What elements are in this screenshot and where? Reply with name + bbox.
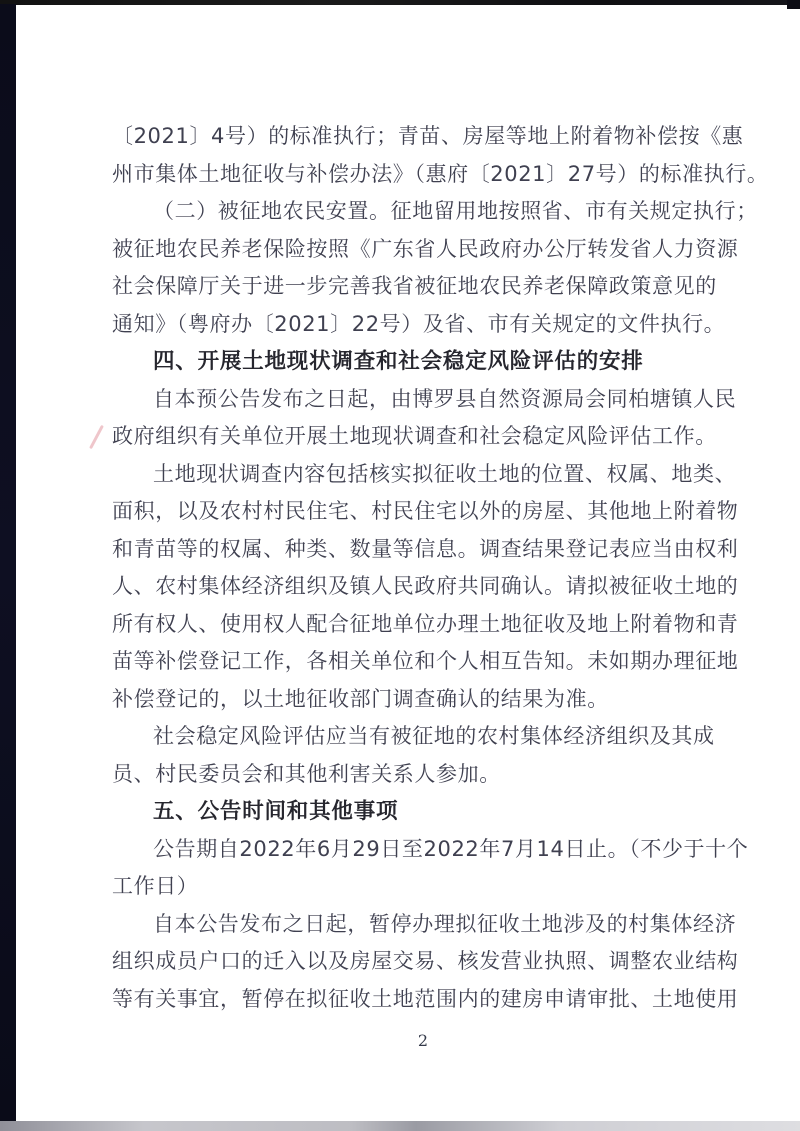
text-line: （二）被征地农民安置。征地留用地按照省、市有关规定执行；: [153, 199, 758, 223]
text-line: 和青苗等的权属、种类、数量等信息。调查结果登记表应当由权利: [112, 536, 739, 561]
text-line: 社会保障厅关于进一步完善我省被征地农民养老保障政策意见的: [112, 274, 717, 298]
text-line: 面积，以及农村村民住宅、村民住宅以外的房屋、其他地上附着物: [112, 499, 739, 523]
text-line: 土地现状调查内容包括核实拟征收土地的位置、权属、地类、: [153, 461, 737, 486]
text-line: 组织成员户口的迁入以及房屋交易、核发营业执照、调整农业结构: [112, 949, 739, 973]
section-heading: 四、开展土地现状调查和社会稳定风险评估的安排: [153, 349, 644, 374]
scan-bottom-edge: [0, 1121, 800, 1131]
scan-top-right-mark: [787, 0, 800, 9]
scan-top-edge: [0, 0, 800, 5]
text-line: 社会稳定风险评估应当有被征地的农村集体经济组织及其成: [153, 724, 715, 748]
scan-left-edge: [0, 4, 16, 1121]
text-line: 通知》（粤府办〔2021〕22号）及省、市有关规定的文件执行。: [112, 311, 726, 336]
text-line: 公告期自2022年6月29日至2022年7月14日止。（不少于十个: [153, 836, 749, 861]
text-line: 人、农村集体经济组织及镇人民政府共同确认。请拟被征收土地的: [112, 574, 739, 598]
section-heading: 五、公告时间和其他事项: [153, 799, 399, 824]
text-line: 〔2021〕4号）的标准执行；青苗、房屋等地上附着物补偿按《惠: [112, 124, 744, 148]
text-line: 苗等补偿登记工作，各相关单位和个人相互告知。未如期办理征地: [112, 649, 739, 673]
text-line: 政府组织有关单位开展土地现状调查和社会稳定风险评估工作。: [112, 424, 717, 448]
text-line: 被征地农民养老保险按照《广东省人民政府办公厅转发省人力资源: [112, 236, 739, 261]
text-line: 州市集体土地征收与补偿办法》（惠府〔2021〕27号）的标准执行。: [112, 161, 769, 186]
document-body: [112, 118, 769, 1018]
scan-pink-artifact: [89, 425, 104, 449]
text-line: 自本预公告发布之日起，由博罗县自然资源局会同柏塘镇人民: [153, 386, 737, 411]
text-line: 所有权人、使用权人配合征地单位办理土地征收及地上附着物和青: [112, 611, 739, 636]
text-line: 等有关事宜，暂停在拟征收土地范围内的建房申请审批、土地使用: [112, 986, 739, 1011]
text-line: 自本公告发布之日起，暂停办理拟征收土地涉及的村集体经济: [153, 911, 737, 936]
text-line: 工作日）: [112, 874, 199, 898]
text-line: 补偿登记的，以土地征收部门调查确认的结果为准。: [112, 686, 609, 711]
page-number: 2: [417, 1031, 429, 1050]
text-line: 员、村民委员会和其他利害关系人参加。: [112, 761, 501, 786]
